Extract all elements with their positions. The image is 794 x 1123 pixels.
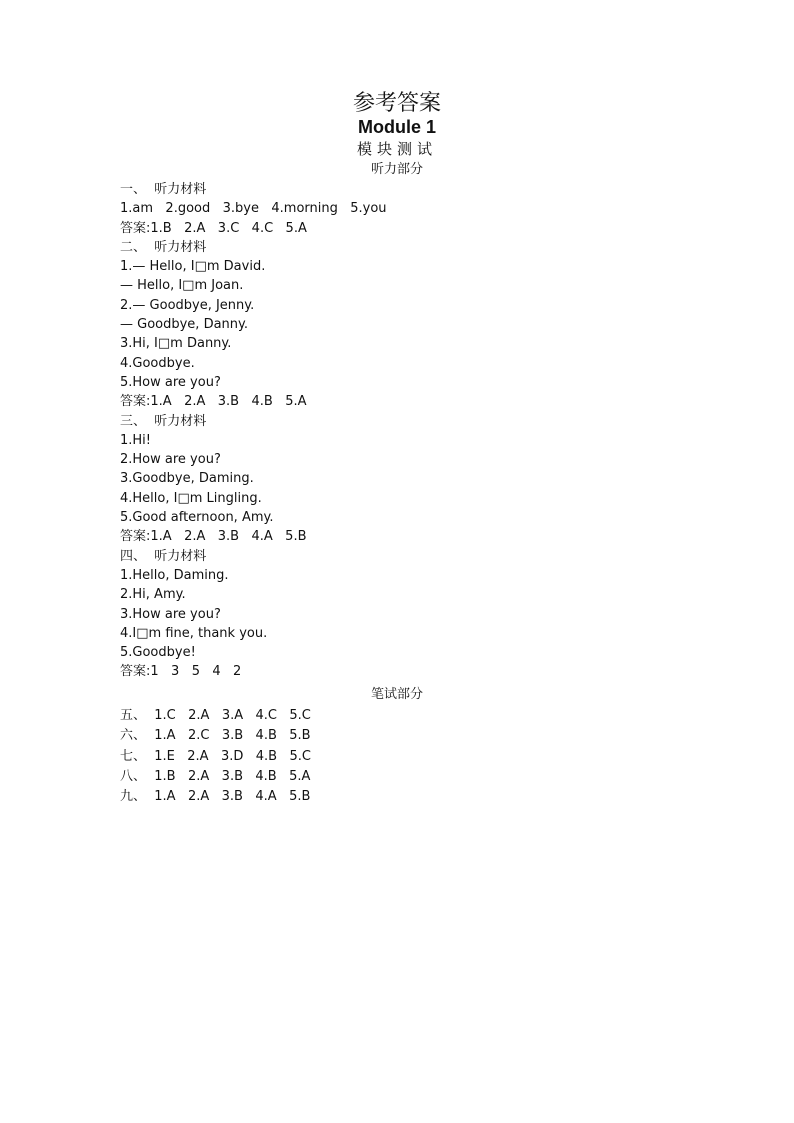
answer-line: 5.Good afternoon, Amy. bbox=[120, 510, 274, 526]
answer-line: 八、 1.B 2.A 3.B 4.B 5.A bbox=[120, 768, 311, 784]
answer-line: 五、 1.C 2.A 3.A 4.C 5.C bbox=[120, 708, 311, 723]
answer-line: 九、 1.A 2.A 3.B 4.A 5.B bbox=[120, 789, 311, 805]
answer-line: 一、 听力材料 bbox=[120, 182, 207, 197]
answer-line: 3.Goodbye, Daming. bbox=[120, 471, 254, 487]
written-answers bbox=[120, 706, 720, 807]
answer-line: 5.Goodbye! bbox=[120, 645, 196, 661]
answer-line: 答案:1.B 2.A 3.C 4.C 5.A bbox=[120, 220, 307, 236]
answer-line: 2.Hi, Amy. bbox=[120, 587, 186, 603]
page-title-chinese: 参考答案 bbox=[352, 91, 441, 116]
answer-line: 1.— Hello, I□m David. bbox=[120, 259, 266, 275]
answer-line: 七、 1.E 2.A 3.D 4.B 5.C bbox=[120, 748, 311, 764]
answer-line: 答案:1 3 5 4 2 bbox=[120, 664, 242, 680]
answer-line: 1.Hello, Daming. bbox=[120, 567, 229, 583]
answer-line: 1.am 2.good 3.bye 4.morning 5.you bbox=[120, 201, 387, 217]
answer-line: 答案:1.A 2.A 3.B 4.B 5.A bbox=[120, 394, 307, 410]
answer-line: 3.Hi, I□m Danny. bbox=[120, 336, 232, 352]
page-subtitle: 模块测试 bbox=[356, 140, 437, 158]
answer-line: 4.Hello, I□m Lingling. bbox=[120, 490, 262, 506]
answer-line: 4.I□m fine, thank you. bbox=[120, 625, 268, 641]
page-title-module: Module 1 bbox=[357, 117, 436, 137]
answer-line: 六、 1.A 2.C 3.B 4.B 5.B bbox=[120, 728, 311, 744]
answer-line: 四、 听力材料 bbox=[120, 548, 207, 564]
answer-line: — Hello, I□m Joan. bbox=[120, 278, 244, 294]
answer-line: — Goodbye, Danny. bbox=[120, 317, 249, 333]
answer-line: 二、 听力材料 bbox=[120, 239, 207, 255]
answer-line: 4.Goodbye. bbox=[120, 355, 195, 371]
listening-section-header: 听力部分 bbox=[370, 162, 423, 177]
answer-line: 2.— Goodbye, Jenny. bbox=[120, 297, 255, 313]
answer-line: 三、 听力材料 bbox=[120, 413, 207, 429]
answer-line: 2.How are you? bbox=[120, 452, 221, 468]
answer-line: 5.How are you? bbox=[120, 374, 221, 390]
written-section-header: 笔试部分 bbox=[370, 687, 423, 702]
listening-answers bbox=[120, 180, 720, 682]
answer-line: 1.Hi! bbox=[120, 432, 152, 448]
answer-line: 3.How are you? bbox=[120, 606, 221, 622]
answer-line: 答案:1.A 2.A 3.B 4.A 5.B bbox=[120, 529, 307, 545]
